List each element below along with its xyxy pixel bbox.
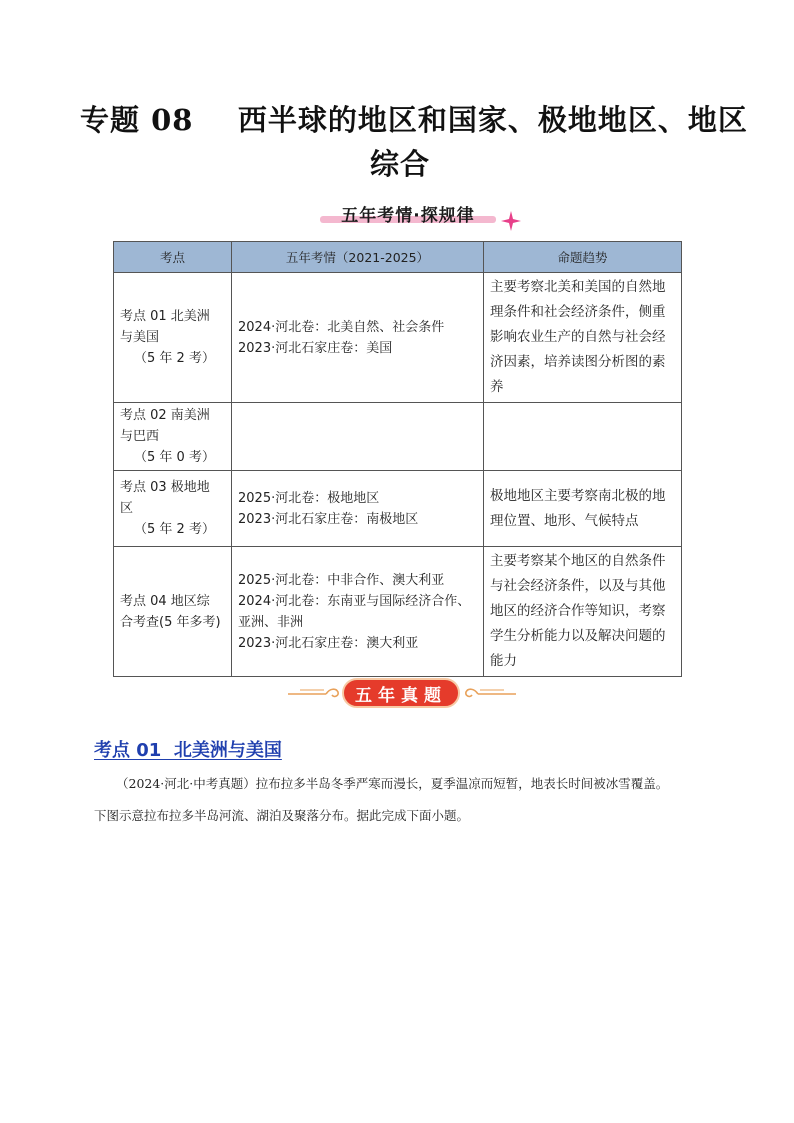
section-banner-exam-overview: [310, 196, 520, 232]
trend-cell: [484, 273, 682, 403]
kaodian-text: 区: [120, 501, 134, 516]
exams-cell: [232, 403, 484, 471]
table-header-row: [114, 242, 682, 273]
table-row: [114, 547, 682, 677]
section-heading: 考点 01 北美洲与美国: [94, 740, 282, 761]
exam-entry: 2023·河北石家庄卷：美国: [238, 340, 393, 356]
kaodian-text: 与美国: [120, 330, 160, 345]
banner-label: 五年真题: [355, 686, 447, 706]
title-line-1: 专题 08 西半球的地区和国家、极地地区、地区: [80, 103, 748, 137]
trend-cell: [484, 471, 682, 547]
trend-text: 极地地区主要考察南北极的地理位置、地形、气候特点: [490, 487, 666, 529]
kaodian-text: 合考查(5 年多考): [120, 614, 221, 630]
exam-count: （5 年 2 考）: [134, 351, 215, 366]
trend-text: 主要考察北美和美国的自然地理条件和社会经济条件，侧重影响农业生产的自然与社会经济因素，培养读图分析图的素养: [490, 279, 666, 395]
exam-count: （5 年 0 考）: [134, 450, 215, 465]
trend-text: 主要考察某个地区的自然条件与社会经济条件，以及与其他地区的经济合作等知识，考察学生分析能力以及解决问题的能力: [490, 553, 666, 669]
page-title: [80, 100, 748, 184]
section-banner-five-year-questions: [286, 677, 518, 711]
banner-label: 五年考情·探规律: [341, 206, 475, 226]
kaodian-cell: [114, 403, 232, 471]
kaodian-text: 考点 03 极地地: [120, 480, 210, 495]
exams-cell: [232, 273, 484, 403]
left-ornament-icon: [286, 677, 342, 711]
sparkle-icon: [500, 210, 522, 232]
kaodian-cell: [114, 273, 232, 403]
header-cell-trend: 命题趋势: [484, 242, 682, 273]
table-row: [114, 471, 682, 547]
question-stem: [94, 768, 724, 832]
exam-entry: 2024·河北卷：北美自然、社会条件: [238, 319, 445, 335]
exam-overview-table: [113, 241, 682, 677]
exam-entry: 2023·河北石家庄卷：南极地区: [238, 511, 419, 527]
trend-cell: [484, 403, 682, 471]
kaodian-cell: [114, 547, 232, 677]
exam-entry: 2024·河北卷：东南亚与国际经济合作、: [238, 593, 471, 609]
question-text-line-1: （2024·河北·中考真题）拉布拉多半岛冬季严寒而漫长，夏季温凉而短暂，地表长时间被冰雪覆盖。: [116, 776, 669, 791]
exam-entry: 2025·河北卷：极地地区: [238, 490, 380, 506]
header-cell-exams: 五年考情（2021-2025）: [232, 242, 484, 273]
exam-count: （5 年 2 考）: [134, 522, 215, 537]
right-ornament-icon: [462, 677, 518, 711]
kaodian-cell: [114, 471, 232, 547]
exam-entry: 2023·河北石家庄卷：澳大利亚: [238, 635, 419, 651]
table-row: [114, 273, 682, 403]
header-cell-kaodian: 考点: [114, 242, 232, 273]
question-text-line-2: 下图示意拉布拉多半岛河流、湖泊及聚落分布。据此完成下面小题。: [94, 808, 470, 823]
kaodian-text: 考点 01 北美洲: [120, 309, 210, 324]
table-row: [114, 403, 682, 471]
kaodian-text: 考点 04 地区综: [120, 593, 210, 609]
exam-entry: 亚洲、非洲: [238, 614, 304, 630]
exams-cell: [232, 547, 484, 677]
exam-entry: 2025·河北卷：中非合作、澳大利亚: [238, 572, 445, 588]
exams-cell: [232, 471, 484, 547]
kaodian-text: 考点 02 南美洲: [120, 408, 210, 423]
kaodian-text: 与巴西: [120, 429, 160, 444]
trend-cell: [484, 547, 682, 677]
title-line-2: 综合: [369, 147, 430, 181]
